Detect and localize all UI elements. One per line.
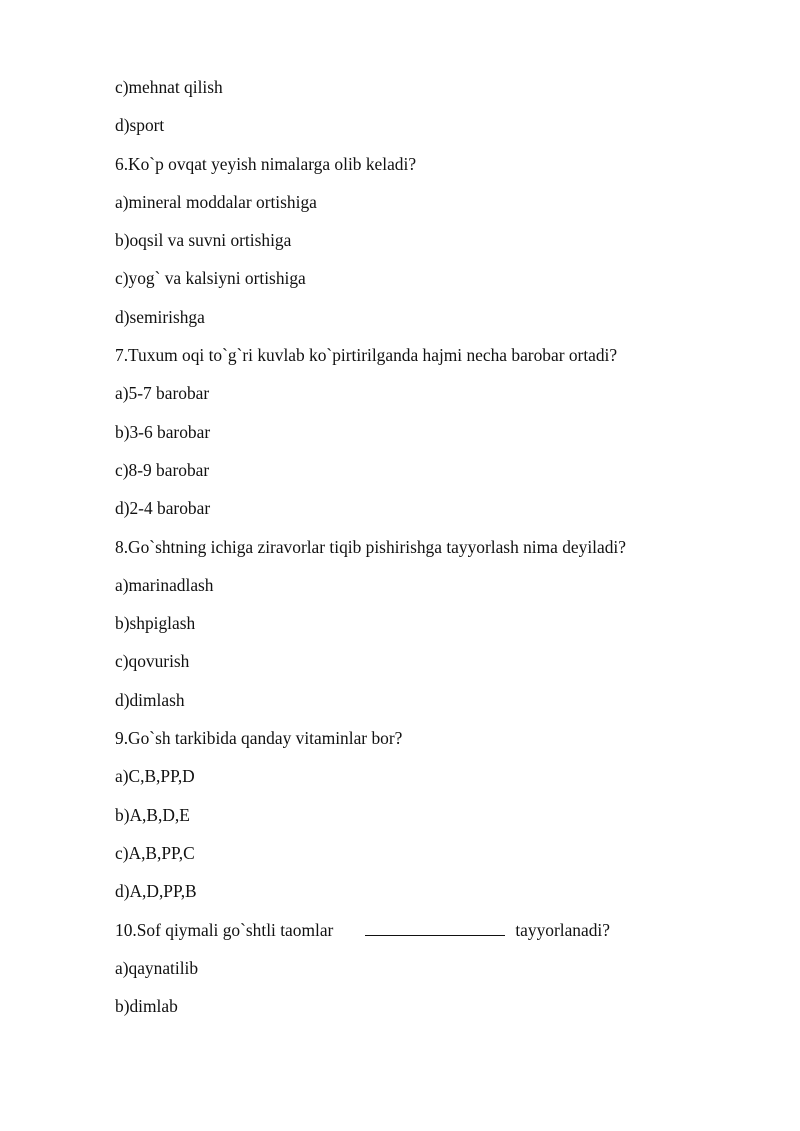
option-c-q5: c)mehnat qilish xyxy=(115,77,223,97)
option-b-q10: b)dimlab xyxy=(115,996,178,1017)
option-c-q7: c)8-9 barobar xyxy=(115,459,210,480)
option-d-q7: d)2-4 barobar xyxy=(115,498,211,519)
option-c-q6: c)yog` va kalsiyni ortishiga xyxy=(115,268,306,289)
question-10 xyxy=(115,919,755,957)
option-d-q8: d)dimlash xyxy=(115,689,185,710)
option-b-q9: b)A,B,D,E xyxy=(115,804,190,825)
question-8: 8.Go`shtning ichiga ziravorlar tiqib pishirishga tayyorlash nima deyiladi? xyxy=(115,536,626,557)
option-d-q5: d)sport xyxy=(115,115,165,136)
option-c-q9: c)A,B,PP,C xyxy=(115,842,195,863)
question-10-text: 10.Sof qiymali go`shtli taomlar xyxy=(115,919,334,940)
option-d-q6: d)semirishga xyxy=(115,306,205,327)
option-a-q7: a)5-7 barobar xyxy=(115,383,210,404)
question-6: 6.Ko`p ovqat yeyish nimalarga olib keladi? xyxy=(115,153,417,174)
option-a-q10: a)qaynatilib xyxy=(115,957,199,978)
question-9: 9.Go`sh tarkibida qanday vitaminlar bor? xyxy=(115,728,403,749)
answer-blank xyxy=(365,919,505,936)
option-d-q9: d)A,D,PP,B xyxy=(115,881,197,902)
option-b-q7: b)3-6 barobar xyxy=(115,421,211,442)
option-a-q6: a)mineral moddalar ortishiga xyxy=(115,191,317,212)
option-b-q6: b)oqsil va suvni ortishiga xyxy=(115,230,292,251)
option-a-q8: a)marinadlash xyxy=(115,574,214,595)
document-page xyxy=(115,76,755,1033)
question-7: 7.Tuxum oqi to`g`ri kuvlab ko`pirtirilganda hajmi necha barobar ortadi? xyxy=(115,345,618,366)
option-b-q8: b)shpiglash xyxy=(115,613,196,634)
question-10-suffix: tayyorlanadi? xyxy=(515,919,610,940)
option-c-q8: c)qovurish xyxy=(115,651,190,672)
option-a-q9: a)C,B,PP,D xyxy=(115,766,195,787)
